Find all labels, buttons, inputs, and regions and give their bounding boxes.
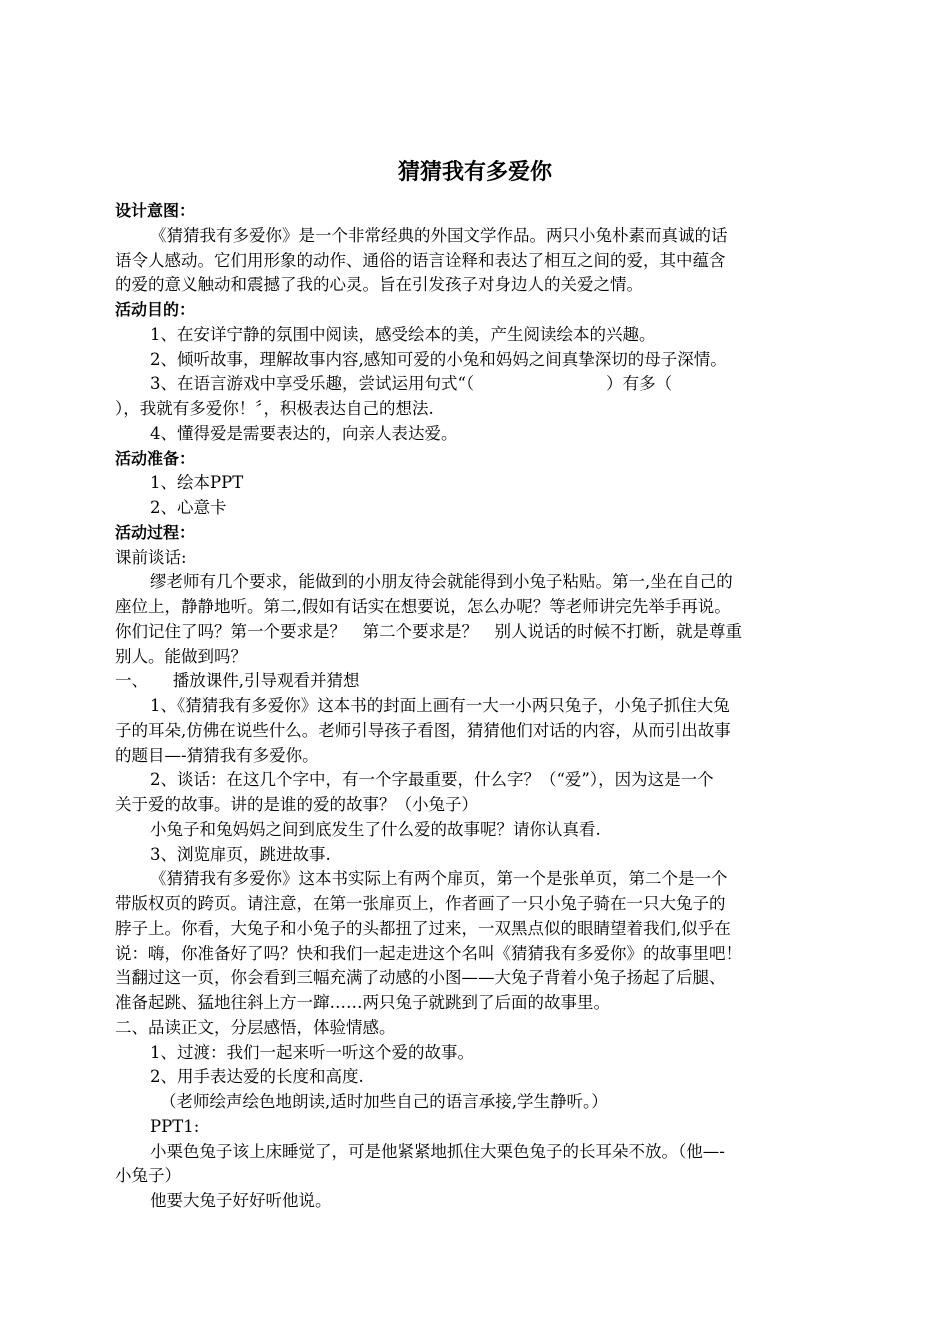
paragraph-line: 2、用手表达爱的长度和高度.	[150, 1067, 364, 1087]
paragraph-line: 带版权页的跨页。请注意，在第一张扉页上，作者画了一只小兔子骑在一只大兔子的	[115, 894, 726, 913]
paragraph-line: 缪老师有几个要求，能做到的小朋友待会就能得到小兔子粘贴。第一,坐在自己的	[150, 572, 733, 592]
paragraph-line: 当翻过这一页，你会看到三幅充满了动感的小图——大兔子背着小兔子扬起了后腿、	[115, 968, 726, 988]
paragraph-line: 小栗色兔子该上床睡觉了，可是他紧紧地抓住大栗色兔子的长耳朵不放。（他—-	[150, 1141, 725, 1161]
paragraph-line: 准备起跳、猛地往斜上方一蹿……两只兔子就跳到了后面的故事里。	[115, 993, 610, 1012]
paragraph-line: PPT1:	[150, 1116, 200, 1136]
paragraph-line: 1、在安详宁静的氛围中阅读，感受绘本的美，产生阅读绘本的兴趣。	[150, 324, 656, 344]
paragraph-line: ），我就有多爱你！〞，积极表达自己的想法.	[115, 399, 434, 418]
section-heading: 活动目的：	[115, 300, 196, 319]
paragraph-line: 小兔子和兔妈妈之间到底发生了什么爱的故事呢？请你认真看.	[150, 819, 601, 839]
paragraph-line: 《猜猜我有多爱你》这本书实际上有两个扉页，第一个是张单页，第二个是一个	[150, 869, 728, 889]
paragraph-line: 别人。能做到吗？	[115, 646, 247, 666]
paragraph-line: 的题目—-猜猜我有多爱你。	[115, 745, 319, 765]
section-heading: 活动准备：	[115, 448, 196, 468]
paragraph-line: 4、懂得爱是需要表达的，向亲人表达爱。	[150, 423, 458, 443]
paragraph-line: 2、谈话：在这几个字中，有一个字最重要，什么字？（“爱”），因为这是一个	[150, 770, 714, 790]
paragraph-line: 3、在语言游戏中享受乐趣，尝试运用句式“（ ）有多（	[150, 374, 673, 394]
paragraph-line: 2、倾听故事，理解故事内容,感知可爱的小兔和妈妈之间真挚深切的母子深情。	[150, 349, 727, 369]
paragraph-line: 的爱的意义触动和震撼了我的心灵。旨在引发孩子对身边人的关爱之情。	[115, 275, 643, 295]
paragraph-line: 你们记住了吗？第一个要求是？ 第二个要求是？ 别人说话的时候不打断，就是尊重	[115, 621, 742, 641]
paragraph-line: （老师绘声绘色地朗读,适时加些自己的语言承接,学生静听。）	[160, 1092, 608, 1111]
paragraph-line: 二、品读正文，分层感悟，体验情感。	[115, 1017, 396, 1037]
paragraph-line: 脖子上。你看，大兔子和小兔子的头都扭了过来，一双黑点似的眼睛望着我们,似乎在	[115, 918, 731, 938]
paragraph-line: 1、过渡：我们一起来听一听这个爱的故事。	[150, 1042, 474, 1062]
paragraph-line: 座位上，静静地听。第二,假如有话实在想要说，怎么办呢？等老师讲完先举手再说。	[115, 597, 731, 616]
paragraph-line: 说：嗨，你准备好了吗？快和我们一起走进这个名叫《猜猜我有多爱你》的故事里吧！	[115, 943, 742, 963]
paragraph-line: 小兔子）	[115, 1166, 181, 1186]
paragraph-line: 1、绘本PPT	[150, 473, 244, 493]
paragraph-line: 1、《猜猜我有多爱你》这本书的封面上画有一大一小两只兔子，小兔子抓住大兔	[150, 696, 730, 715]
paragraph-line: 3、浏览扉页，跳进故事.	[150, 844, 331, 864]
paragraph-line: 他要大兔子好好听他说。	[150, 1191, 332, 1210]
paragraph-line: 《猜猜我有多爱你》是一个非常经典的外国文学作品。两只小兔朴素而真诚的话	[150, 225, 728, 245]
paragraph-line: 一、 播放课件,引导观看并猜想	[115, 671, 360, 691]
section-heading: 设计意图：	[115, 201, 196, 220]
paragraph-line: 关于爱的故事。讲的是谁的爱的故事？（小兔子）	[115, 795, 478, 814]
section-heading: 活动过程：	[115, 522, 196, 542]
paragraph-line: 语令人感动。它们用形象的动作、通俗的语言诠释和表达了相互之间的爱，其中蕴含	[115, 250, 726, 270]
document-title: 猜猜我有多爱你	[397, 160, 552, 185]
paragraph-line: 2、心意卡	[150, 498, 227, 517]
paragraph-line: 课前谈话:	[115, 547, 187, 567]
paragraph-line: 子的耳朵,仿佛在说些什么。老师引导孩子看图，猜猜他们对话的内容，从而引出故事	[115, 720, 731, 740]
